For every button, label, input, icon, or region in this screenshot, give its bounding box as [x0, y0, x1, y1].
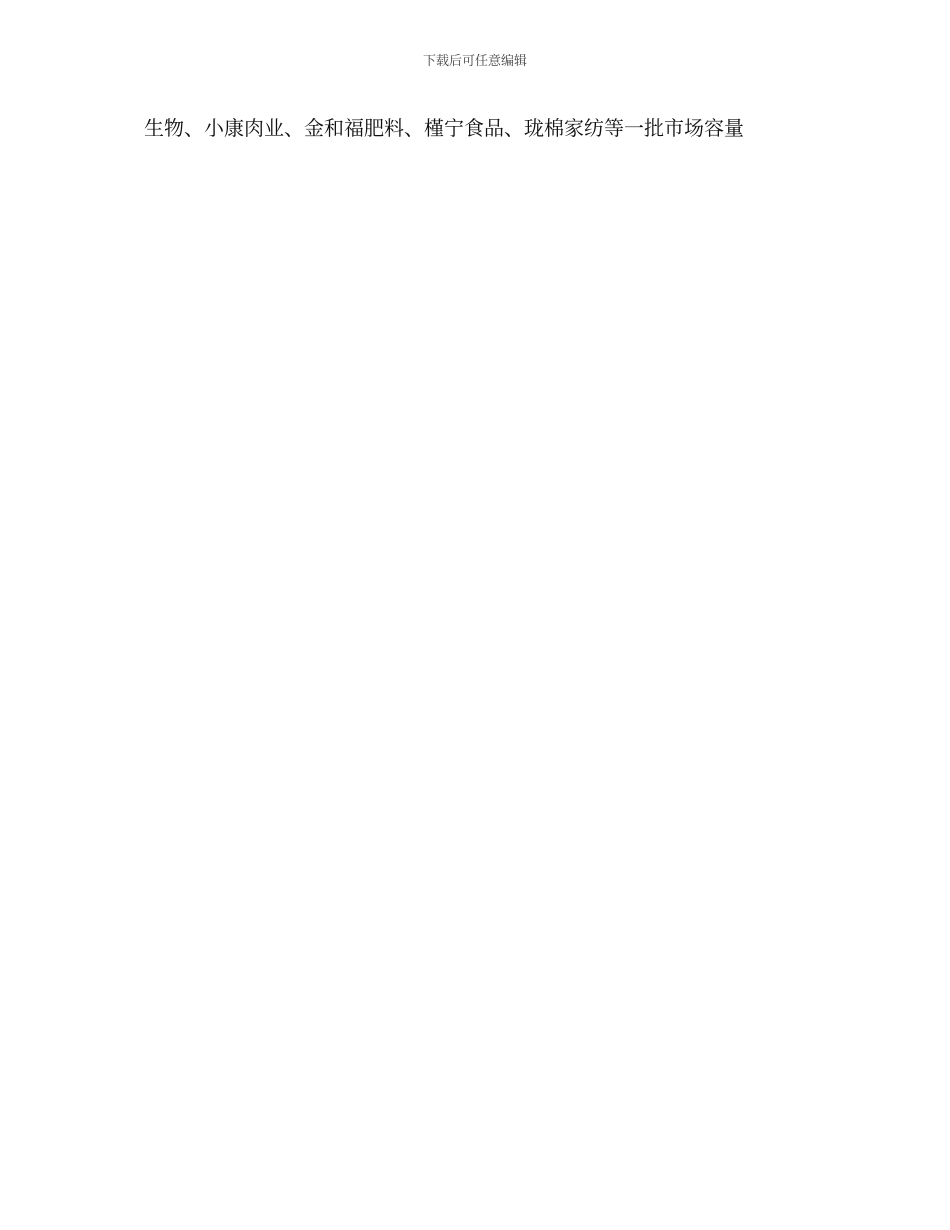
header-note: 下载后可任意编辑	[422, 54, 527, 69]
paragraph: 生物、小康肉业、金和福肥料、槿宁食品、珑棉家纺等一批市场容量	[144, 116, 744, 140]
